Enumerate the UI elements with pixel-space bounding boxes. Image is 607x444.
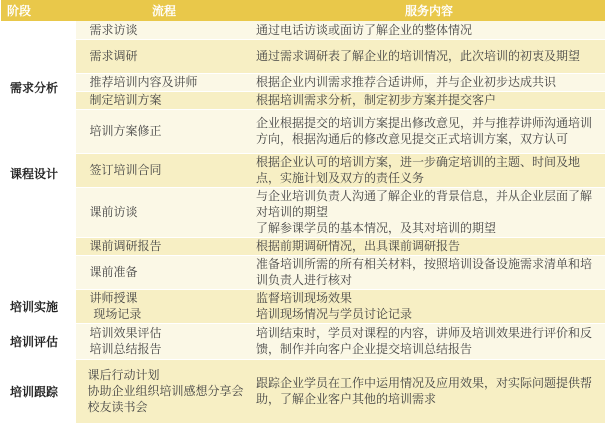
step-cell: 培训方案修正 xyxy=(75,109,253,153)
desc-cell: 培训结束时，学员对课程的内容，讲师及培训效果进行评价和反馈，制作并向客户企业提交培训总结报告 xyxy=(253,323,605,359)
step-cell: 制定培训方案 xyxy=(75,91,253,109)
step-cell: 课后行动计划 协助企业组织培训感想分享会 校友读书会 xyxy=(75,359,253,423)
desc-cell: 通过电话访谈或面访了解企业的整体情况 xyxy=(253,21,605,39)
header-service: 服务内容 xyxy=(253,0,605,21)
header-phase: 阶段 xyxy=(1,0,75,21)
phase-cell-training-delivery: 培训实施 xyxy=(1,289,75,323)
table-row xyxy=(1,153,605,187)
step-cell: 需求调研 xyxy=(75,39,253,73)
desc-cell: 准备培训所需的所有相关材料，按照培训设备设施需求清单和培训负责人进行核对 xyxy=(253,255,605,289)
step-cell: 讲师授课 现场记录 xyxy=(75,289,253,323)
desc-cell: 监督培训现场效果 培训现场情况与学员讨论记录 xyxy=(253,289,605,323)
phase-cell-course-design: 课程设计 xyxy=(1,153,75,289)
desc-cell: 企业根据提交的培训方案提出修改意见，并与推荐讲师沟通培训方向，根据沟通后的修改意见提交正式培训方案，双方认可 xyxy=(253,109,605,153)
step-cell: 需求访谈 xyxy=(75,21,253,39)
table-row xyxy=(1,323,605,359)
step-cell: 课前准备 xyxy=(75,255,253,289)
step-cell: 签订培训合同 xyxy=(75,153,253,187)
step-cell: 推荐培训内容及讲师 xyxy=(75,73,253,91)
table-row xyxy=(1,39,605,73)
phase-cell-training-followup: 培训跟踪 xyxy=(1,359,75,423)
desc-cell: 根据企业认可的培训方案，进一步确定培训的主题、时间及地点，实施计划及双方的责任义务 xyxy=(253,153,605,187)
phase-cell-needs-analysis: 需求分析 xyxy=(1,21,75,153)
desc-cell: 根据前期调研情况，出具课前调研报告 xyxy=(253,237,605,255)
desc-cell: 根据企业内训需求推荐合适讲师，并与企业初步达成共识 xyxy=(253,73,605,91)
service-process-table xyxy=(1,0,605,424)
step-cell: 课前访谈 xyxy=(75,187,253,237)
desc-cell: 跟踪企业学员在工作中运用情况及应用效果，对实际问题提供帮助，了解企业客户其他的培训需求 xyxy=(253,359,605,423)
table-row xyxy=(1,109,605,153)
phase-cell-training-evaluation: 培训评估 xyxy=(1,323,75,359)
table-header-row xyxy=(1,0,605,21)
table-row xyxy=(1,21,605,39)
table-row xyxy=(1,359,605,423)
desc-cell: 通过需求调研表了解企业的培训情况，此次培训的初衷及期望 xyxy=(253,39,605,73)
desc-cell: 与企业培训负责人沟通了解企业的背景信息，并从企业层面了解对培训的期望 了解参课学员的基本情况，及其对培训的期望 xyxy=(253,187,605,237)
table-row xyxy=(1,91,605,109)
step-cell: 课前调研报告 xyxy=(75,237,253,255)
header-process: 流程 xyxy=(75,0,253,21)
desc-cell: 根据培训需求分析，制定初步方案并提交客户 xyxy=(253,91,605,109)
table-row xyxy=(1,73,605,91)
table-row xyxy=(1,255,605,289)
table-row xyxy=(1,289,605,323)
table-row xyxy=(1,187,605,237)
step-cell: 培训效果评估 培训总结报告 xyxy=(75,323,253,359)
table-row xyxy=(1,237,605,255)
